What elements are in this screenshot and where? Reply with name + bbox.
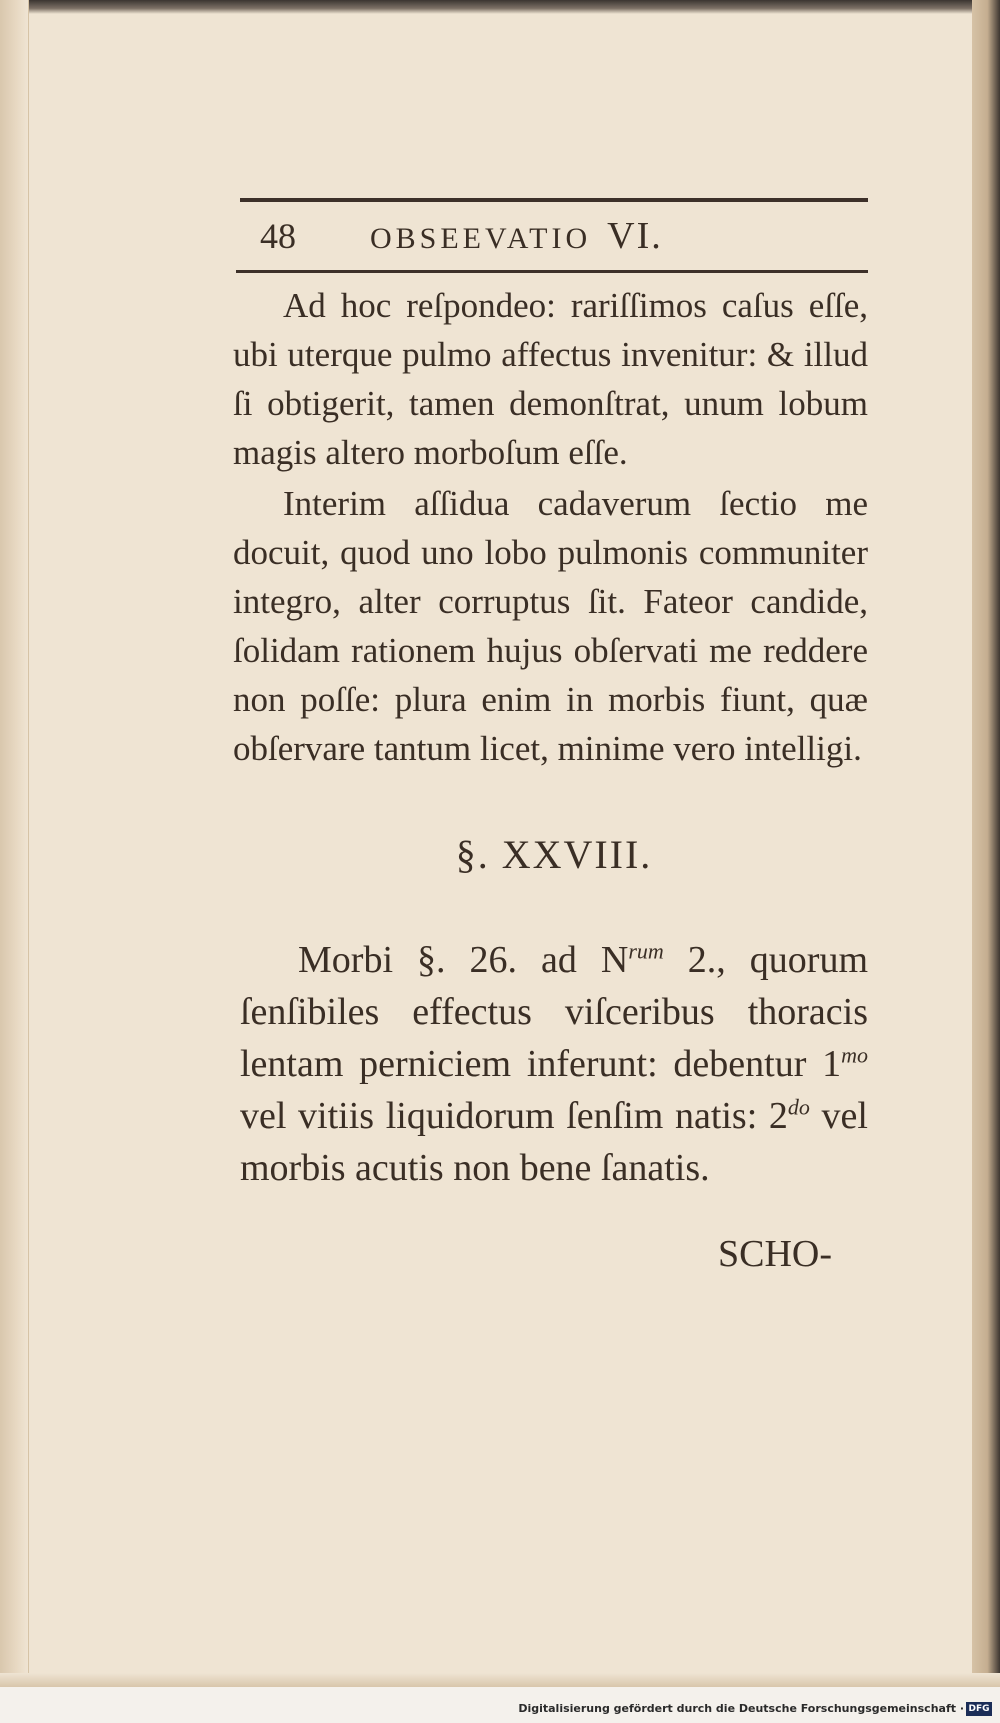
page-header bbox=[260, 202, 868, 270]
section-heading: §. XXVIII. bbox=[455, 832, 653, 877]
catchword: SCHO- bbox=[717, 1233, 832, 1275]
running-title bbox=[370, 214, 663, 258]
footer-credit: Digitalisierung gefördert durch die Deutsche Forschungsgemeinschaft · bbox=[518, 1702, 964, 1715]
right-page-edge bbox=[972, 0, 1000, 1723]
running-title-text: OBSEEVATIO bbox=[370, 222, 592, 255]
paragraph-2: Interim aſſidua cadaverum ſectio me docuit, quod uno lobo pulmonis communiter integro, alter corruptus ſit. Fateor candide, ſolidam rationem hujus obſervati me reddere non poſſe: plura enim in morbis fiunt, quæ obſervare tantum licet, minime vero intelligi. bbox=[233, 484, 868, 768]
running-title-numeral: VI. bbox=[607, 215, 663, 257]
top-edge bbox=[0, 0, 1000, 14]
text-block bbox=[200, 198, 868, 1276]
paragraph-3 bbox=[240, 934, 868, 1194]
footer-strip bbox=[0, 1687, 1000, 1723]
dfg-logo: DFG bbox=[966, 1702, 992, 1716]
p3-superscript-1: rum bbox=[628, 938, 664, 964]
header-rule-bottom bbox=[236, 270, 868, 273]
paragraph-1: Ad hoc reſpondeo: rariſſimos caſus eſſe, ubi uterque pulmo affectus invenitur: & illud ſi obtigerit, tamen demonſtrat, unum lobum magis altero morboſum eſſe. bbox=[233, 286, 868, 472]
bottom-page-edge bbox=[0, 1673, 1000, 1687]
p3-text-3: vel vitiis liquidorum ſenſim natis: 2 bbox=[240, 1095, 788, 1137]
p3-text-4: vel morbis acutis non bene ſanatis. bbox=[240, 1095, 868, 1189]
page-number: 48 bbox=[260, 216, 296, 256]
p3-text-1: Morbi §. 26. ad N bbox=[298, 939, 629, 981]
p3-superscript-2: mo bbox=[841, 1042, 868, 1068]
p3-superscript-3: do bbox=[787, 1094, 810, 1120]
p3-text-2: 2., quorum ſenſibiles effectus viſceribus thoracis lentam perniciem inferunt: debentur 1 bbox=[240, 939, 868, 1085]
left-page-edge bbox=[0, 0, 29, 1723]
